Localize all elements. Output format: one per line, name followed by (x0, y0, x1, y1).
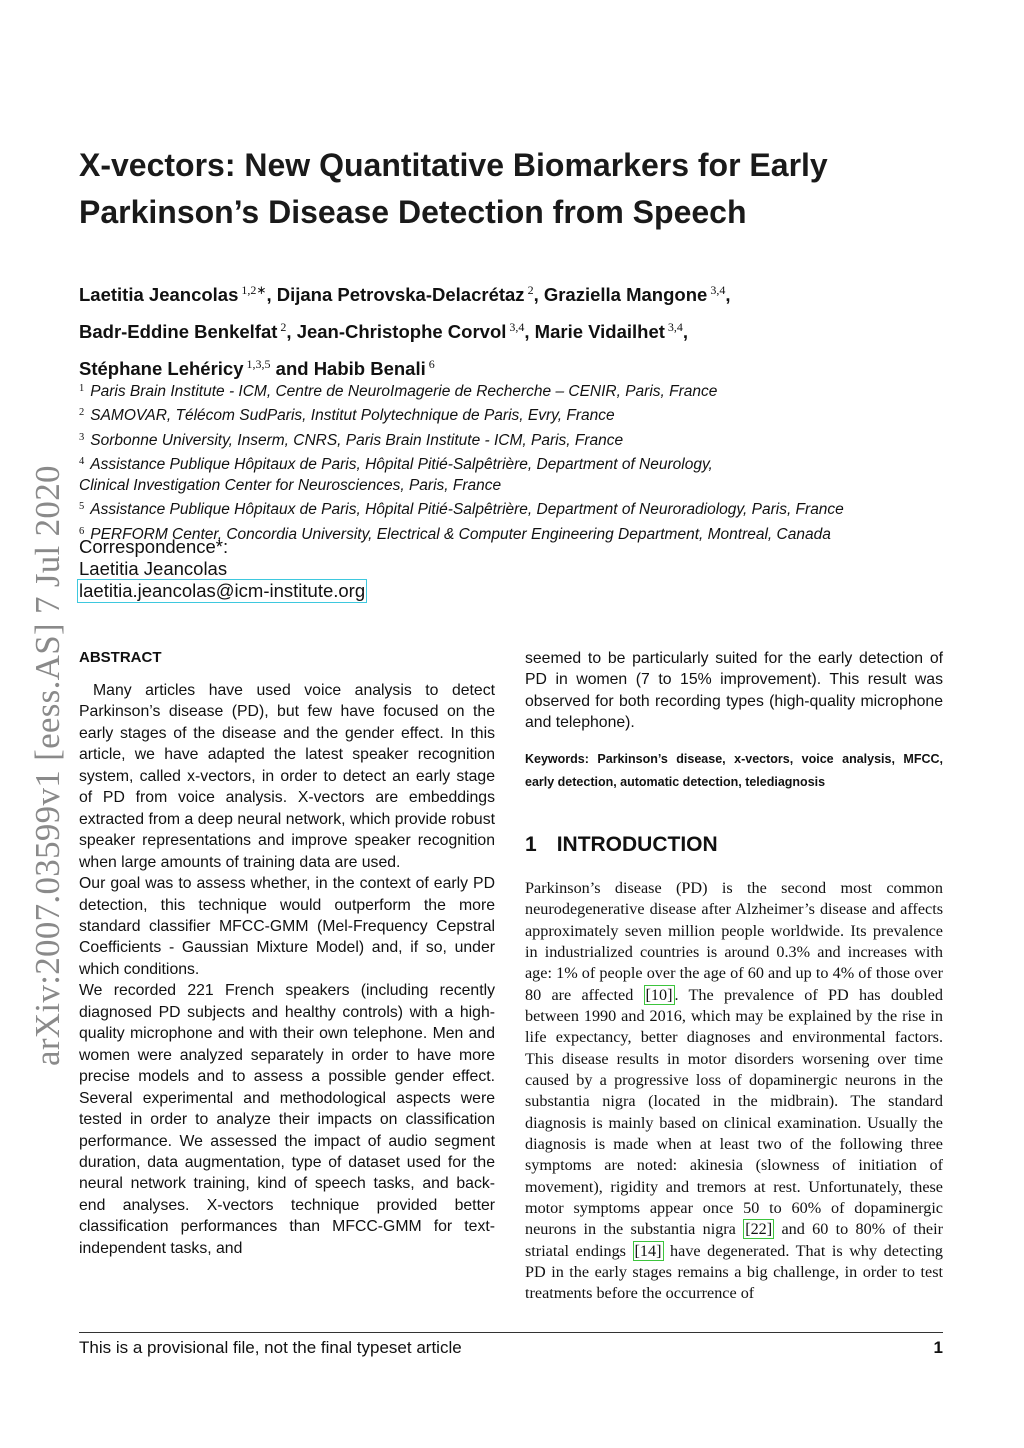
author-name: Laetitia Jeancolas (79, 284, 239, 305)
abstract-paragraph-3: We recorded 221 French speakers (including recently diagnosed PD subjects and healthy controls) with a high-quality microphone and with their own telephone. Men and women were analyzed separately in order to have more precise models and to assess a possible gender effect. Several experimental and methodological aspects were tested in order to analyze their impacts on classification performance. We assessed the impact of audio segment duration, data augmentation, type of dataset used for the neural network training, kind of speech tasks, and back-end analyses. X-vectors technique provided better classification performances than MFCC-GMM for text-independent tasks, and (79, 982, 495, 1257)
affiliation-item (79, 402, 959, 426)
author-affiliation-marker: 1,3,5 (246, 357, 271, 371)
correspondence-email-link[interactable]: laetitia.jeancolas@icm-institute.org (79, 580, 366, 601)
page-number: 1 (933, 1338, 943, 1357)
footer-divider (79, 1332, 943, 1333)
abstract-continuation: seemed to be particularly suited for the early detection of PD in women (7 to 15% improvement). This result was observed for both recording types (high-quality microphone and telephone). (525, 650, 943, 732)
affiliation-number: 5 (79, 501, 85, 513)
title-line-1: X-vectors: New Quantitative Biomarkers for Early (79, 147, 828, 183)
author-line-1 (79, 274, 959, 311)
arxiv-identifier-stamp: arXiv:2007.03599v1 [eess.AS] 7 Jul 2020 (28, 465, 67, 1066)
affiliation-number: 2 (79, 407, 85, 419)
abstract-column (79, 648, 495, 1259)
affiliation-text: Sorbonne University, Inserm, CNRS, Paris Brain Institute - ICM, Paris, France (90, 431, 624, 449)
author-name: Marie Vidailhet (534, 321, 665, 342)
correspondence-label: Correspondence*: (79, 536, 229, 557)
author-affiliation-marker: 3,4 (667, 320, 683, 334)
affiliation-text: SAMOVAR, Télécom SudParis, Institut Polytechnique de Paris, Evry, France (90, 407, 615, 425)
footer-note: This is a provisional file, not the final typeset article (79, 1338, 462, 1357)
affiliation-text: Assistance Publique Hôpitaux de Paris, Hôpital Pitié-Salpêtrière, Department of Neurology, (90, 455, 713, 473)
author-line-2 (79, 311, 959, 348)
author-affiliation-marker: 6 (428, 357, 435, 371)
affiliation-text: Paris Brain Institute - ICM, Centre de NeuroImagerie de Recherche – CENIR, Paris, France (90, 383, 718, 400)
right-column (525, 648, 943, 1305)
affiliation-number: 4 (79, 455, 85, 467)
abstract-heading: ABSTRACT (79, 649, 162, 666)
author-name: Stéphane Lehéricy (79, 358, 244, 379)
citation-link[interactable]: [10] (645, 985, 673, 1004)
intro-text: and 60 to 80% of their striatal endings (525, 1220, 943, 1260)
author-separator: , (725, 284, 731, 305)
citation-link[interactable]: [22] (745, 1220, 773, 1239)
author-name: Graziella Mangone (543, 284, 708, 305)
keywords-text: Parkinson’s disease, x-vectors, voice analysis, MFCC, early detection, automatic detection, telediagnosis (525, 751, 943, 789)
author-name: Habib Benali (313, 358, 426, 379)
affiliation-text: PERFORM Center, Concordia University, Electrical & Computer Engineering Department, Montreal, Canada (90, 525, 831, 543)
author-separator: , (533, 284, 539, 305)
intro-text: Parkinson’s disease (PD) is the second most common neurodegenerative disease after Alzheimer’s disease and affects approximately seven million people worldwide. Its prevalence in industrialized countries is around 0.3% and increases with age: 1% of people over the age of 60 and up to 4% of those over 80 are affected (525, 878, 943, 1004)
correspondence-name: Laetitia Jeancolas (79, 557, 228, 579)
section-heading-introduction (525, 832, 943, 858)
author-separator: , (524, 321, 530, 342)
affiliation-item (79, 496, 959, 520)
author-affiliation-marker: 2 (527, 283, 534, 297)
title-line-2: Parkinson’s Disease Detection from Speech (79, 194, 747, 230)
author-separator: , (266, 284, 272, 305)
affiliation-item (79, 427, 959, 451)
author-list (79, 274, 959, 385)
keywords-label: Keywords: (525, 751, 589, 766)
citation-link[interactable]: [14] (634, 1241, 662, 1260)
author-connector: and (275, 358, 309, 379)
correspondence-block (79, 536, 367, 603)
affiliation-item (79, 451, 959, 475)
intro-text: . The prevalence of PD has doubled between 1990 and 2016, which may be explained by the rise in life expectancy, better diagnoses and environmental factors. This disease results in motor disorders worsening over time caused by a progressive loss of dopaminergic neurons in the substantia nigra (located in the midbrain). The standard diagnosis is mainly based on clinical examination. Usually the diagnosis is made when at least two of the following three symptoms are noted: akinesia (slowness of initiation of movement), rigidity and tremors at rest. Unfortunately, these motor symptoms appear once 50 to 60% of dopaminergic neurons in the substantia nigra (525, 985, 943, 1239)
affiliation-list (79, 378, 959, 545)
affiliation-number: 3 (79, 431, 85, 443)
author-affiliation-marker: 3,4 (509, 320, 525, 334)
affiliation-continuation: Clinical Investigation Center for Neurosciences, Paris, France (79, 477, 502, 495)
abstract-paragraph-2: Our goal was to assess whether, in the context of early PD detection, this technique would outperform the more standard classifier MFCC-GMM (Mel-Frequency Cepstral Coefficients - Gaussian Mixture Model) and, if so, under which conditions. (79, 875, 495, 978)
affiliation-item (79, 378, 959, 402)
intro-text: have degenerated. That is why detecting PD in the early stages remains a big challenge, in order to test treatments before the occurrence of (525, 1241, 944, 1303)
introduction-paragraph (525, 878, 943, 1305)
author-separator: , (682, 321, 689, 342)
section-number: 1 (525, 832, 537, 856)
affiliation-text: Assistance Publique Hôpitaux de Paris, Hôpital Pitié-Salpêtrière, Department of Neuroradiology, Paris, France (90, 501, 844, 519)
author-name: Jean-Christophe Corvol (296, 321, 507, 342)
section-title: INTRODUCTION (556, 832, 718, 856)
affiliation-number: 6 (79, 525, 85, 537)
author-name: Badr-Eddine Benkelfat (79, 321, 278, 342)
paper-title (79, 142, 959, 236)
author-affiliation-marker: 2 (280, 320, 287, 334)
author-affiliation-marker: 1,2∗ (241, 283, 267, 297)
author-name: Dijana Petrovska-Delacrétaz (276, 284, 525, 305)
affiliation-number: 1 (79, 383, 85, 394)
keywords (525, 748, 943, 794)
author-affiliation-marker: 3,4 (710, 283, 726, 297)
abstract-paragraph-1: Many articles have used voice analysis to detect Parkinson’s disease (PD), but few have focused on the early stages of the disease and the gender effect. In this article, we have adapted the latest speaker recognition system, called x-vectors, in order to detect an early stage of PD from voice analysis. X-vectors are embeddings extracted from a deep neural network, which provide robust speaker representations and improve speaker recognition when large amounts of training data are used. (79, 682, 495, 871)
author-separator: , (286, 321, 292, 342)
